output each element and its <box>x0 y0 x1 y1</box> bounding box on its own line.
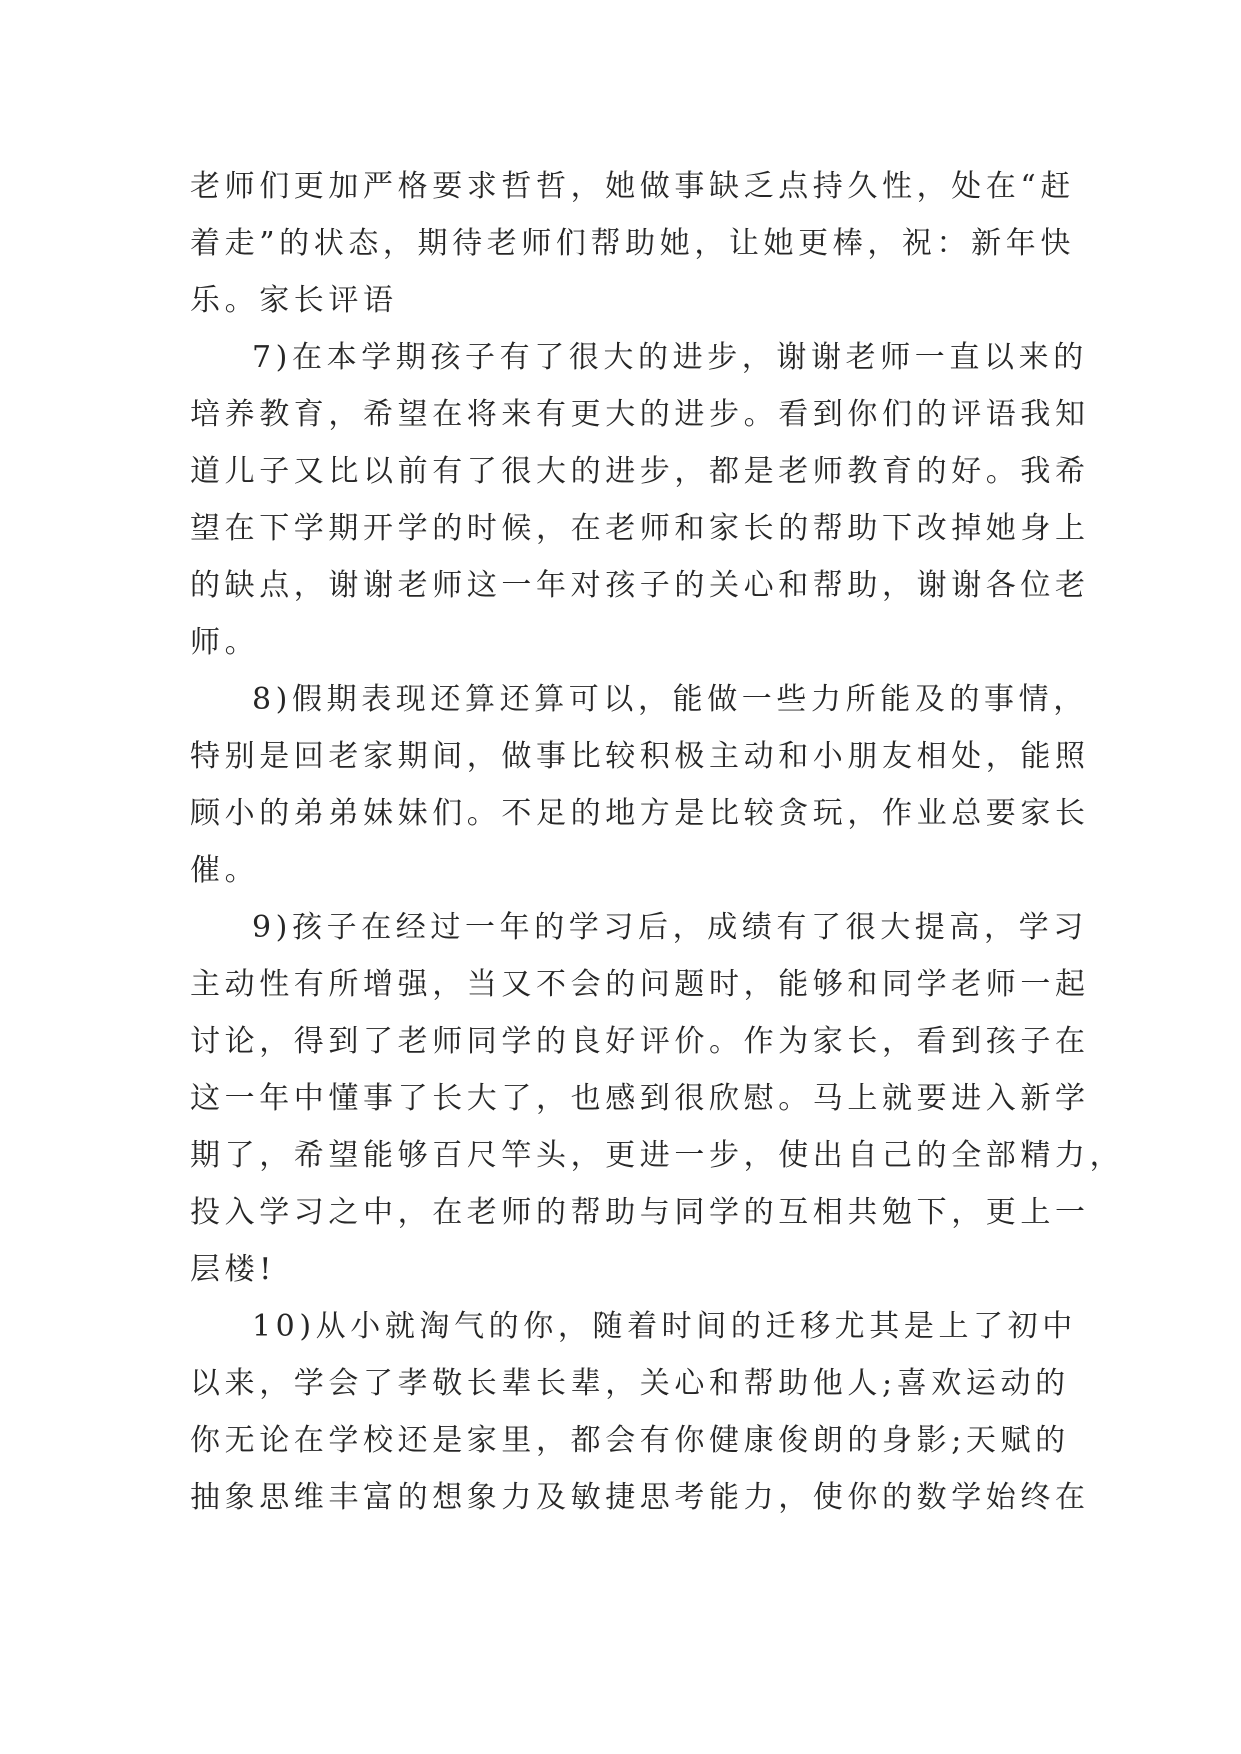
text-line: 你无论在学校还是家里，都会有你健康俊朗的身影;天赋的 <box>190 1423 1070 1458</box>
text-line: 层楼! <box>190 1252 276 1287</box>
text-line: 师。 <box>190 625 260 660</box>
text-line: 抽象思维丰富的想象力及敏捷思考能力，使你的数学始终在 <box>190 1480 1090 1515</box>
text-line: 这一年中懂事了长大了，也感到很欣慰。马上就要进入新学 <box>190 1081 1090 1116</box>
text-line: 期了，希望能够百尺竿头，更进一步，使出自己的全部精力， <box>190 1138 1125 1173</box>
text-line: 着走”的状态，期待老师们帮助她，让她更棒，祝：新年快 <box>190 226 1075 261</box>
text-line: 老师们更加严格要求哲哲，她做事缺乏点持久性，处在“赶 <box>190 169 1075 204</box>
text-line: 催。 <box>190 853 260 888</box>
text-line: 主动性有所增强，当又不会的问题时，能够和同学老师一起 <box>190 967 1090 1002</box>
text-line: 培养教育，希望在将来有更大的进步。看到你们的评语我知 <box>190 397 1090 432</box>
text-line: 道儿子又比以前有了很大的进步，都是老师教育的好。我希 <box>190 454 1090 489</box>
paragraph-7-first-line: 7)在本学期孩子有了很大的进步，谢谢老师一直以来的 <box>252 340 1088 375</box>
paragraph-10-first-line: 10)从小就淘气的你，随着时间的迁移尤其是上了初中 <box>252 1309 1077 1344</box>
text-line: 望在下学期开学的时候，在老师和家长的帮助下改掉她身上 <box>190 511 1090 546</box>
text-line: 特别是回老家期间，做事比较积极主动和小朋友相处，能照 <box>190 739 1090 774</box>
text-line: 讨论，得到了老师同学的良好评价。作为家长，看到孩子在 <box>190 1024 1090 1059</box>
text-line: 的缺点，谢谢老师这一年对孩子的关心和帮助，谢谢各位老 <box>190 568 1090 603</box>
text-line: 乐。家长评语 <box>190 283 398 318</box>
paragraph-8-first-line: 8)假期表现还算还算可以，能做一些力所能及的事情， <box>252 682 1088 717</box>
text-line: 投入学习之中，在老师的帮助与同学的互相共勉下，更上一 <box>190 1195 1090 1230</box>
paragraph-9-first-line: 9)孩子在经过一年的学习后，成绩有了很大提高，学习 <box>252 910 1088 945</box>
text-line: 以来，学会了孝敬长辈长辈，关心和帮助他人;喜欢运动的 <box>190 1366 1070 1401</box>
text-line: 顾小的弟弟妹妹们。不足的地方是比较贪玩，作业总要家长 <box>190 796 1090 831</box>
